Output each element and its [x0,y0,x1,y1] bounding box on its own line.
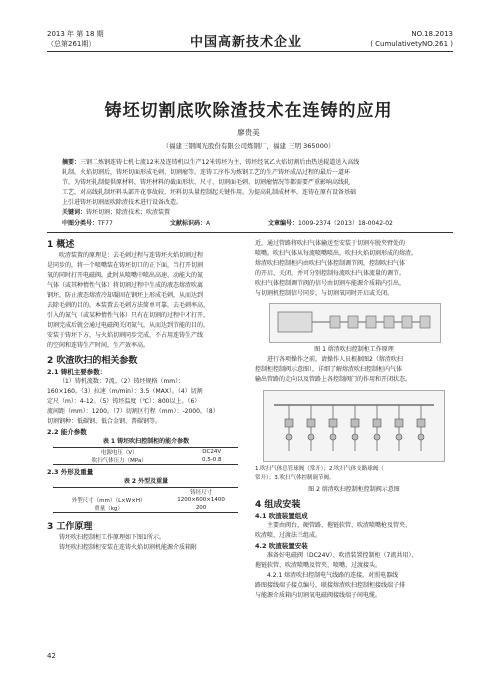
table-cell: 重量（kg） [53,504,164,513]
figure-2-diagram [264,391,444,461]
table-cell: 外型尺寸（mm）（L×W×H） [71,498,146,504]
article-no: 文章编号：1009-2374（2013）18-0042-02 [268,220,393,227]
affiliation: （福建三钢闽光股份有限公司炼钢厂，福建 三明 365000） [162,142,335,150]
figure-2 [263,390,445,462]
table-cell: 0.5-0.8 [185,456,238,465]
section-2-3-title: 2.3 外形及重量 [47,468,94,476]
abstract-line: 工艺，对高线轧制坯料头部开花事故较、坯料切头量控制起关键作用。为提高轧制成材率，连铸在原有设备基础 [62,189,357,196]
right-column [255,239,453,601]
figure-1-diagram [270,304,440,342]
section-4-2-title: 4.2 吹渣装置安装 [255,542,308,550]
section-4-title: 4 组成安装 [255,500,301,510]
article-title: 铸坯切割底吹除渣技术在连铸的应用 [104,101,393,121]
figure-2-legend: 1.吹扫气体总管球阀（常开）；2.吹扫气体支路球阀（ 常开）；3.吹扫气体控制调节阀。 [255,466,384,481]
figure-1-caption: 图 1 熔渣吹扫控制柜工作原理 [314,346,394,353]
table-1-caption: 表 1 铸坯吹扫控制柜的能介参数 [102,438,190,445]
doc-code: 文献标识码：A [170,220,211,227]
abstract [62,158,442,218]
issue-line: 2013 年 第 18 期 [47,30,104,38]
abstract-line: 上引进铸坯切割底吹除渣技术进行设备改造。 [62,199,183,206]
abstract-rule [47,232,453,233]
header-rule [47,51,453,52]
table-2-caption: 表 2 外型及重量 [123,478,169,485]
table-1 [53,447,238,465]
table-cell: 吹扫气体压力（MPa） [53,456,185,465]
abstract-line: 节，为铸坯轧制提供原材料，铸坯材料的截面形状、尺寸、切割面毛刺、切割瘤情况等都需要严重影响高线轧 [62,179,351,186]
figure-1 [269,303,441,343]
table-cell: 200 [164,504,238,513]
section-2-1-body: （1）铸机流数：7流。（2）铸坯规格（mm）： 160×160。（3）拉速（m/min）：3.5（MAX）。（4）切割 定尺（m）：4-12。（5）铸坯温度（℃）：800以上。（6） 流间距（mm）：1200。（7）切割区行程（mm）：-2000。（8） 切割钢种：低碳钢、低合金钢、普碳钢等。 [47,378,219,425]
right-mid: 进行各项操作之前，请操作人员根据图2（熔渣吹扫 控制柜控制阀示意图），详细了解熔渣吹扫控制柜内气体 输出管路的走向以及管路上各控制阀门的作用和开闭状态。 [255,356,412,383]
table-header: 铸坯尺寸 [164,488,238,497]
section-4-2-body: 准备好电磁阀（DC24V）、吹渣装置控制柜（7流共用）、 拖链软管、吹渣喷嘴及管夹、喷嘴、过渡接头。 4.2.1 熔渣吹扫控制电气线路的连接。对照电器线 路图接线端子接点编号，联接熔渣吹扫控制柜接线端子排 与能源介质箱内切割氧电磁阀接线端子间电缆。 [255,552,418,599]
section-3-body: 铸坯吹扫控制柜工作原理如下图1所示。 铸坯吹扫控制柜安装在连铸火焰切割机能源介质箱附 [59,534,198,551]
page-number: 42 [47,652,56,660]
right-intro: 近，通过管路将吹扫气体输送至安装于切割车脱夹臂处的 喷嘴。吹扫气体从每流喷嘴喷出，吹扫火焰切割形成的熔渣。 熔渣吹扫控制柜内由吹扫气体控制调节阀，控制吹扫气体 的开启、关闭，并可分别控制每流吹扫气体流量的调节。 吹扫气体控制调节阀的信号由切割车能源介质箱内引出， 与切割机控制信号同步，与切割氧同时开启或关闭。 [255,240,418,297]
keywords: 关键词：铸坯切割；除渣技术；吹渣装置 [62,209,171,216]
issue-total: （总第261期） [47,40,96,48]
author: 廖贵美 [237,128,260,137]
table-cell: DC24V [185,448,238,457]
left-column [47,239,245,553]
table-2 [53,487,238,513]
section-2-title: 2 吹渣吹扫的相关参数 [47,356,138,366]
section-2-1-title: 2.1 铸机主要参数： [47,368,107,376]
section-2-2-title: 2.2 能介参数 [47,428,87,436]
figure-2-caption: 图 2 熔渣吹扫控制柜控制阀示意图 [308,486,400,493]
table-cell: 电源电压（V） [53,448,185,457]
table-cell: 1200×600×1400 [177,497,225,503]
section-3-title: 3 工作原理 [47,522,93,532]
journal-logo: 中国高新技术企业 [190,35,303,50]
abstract-line: 轧制。火焰切割后，铸坯切面形成毛刺、切割瘤等。连铸工序作为炼钢工艺的生产铸坯成品过程的最后一道环 [62,169,351,176]
section-4-1-title: 4.1 吹渣装置组成 [255,512,308,520]
section-1-body: 吹渣装置的原理是：去毛刺过程与连铸坯火焰切割过程 是同步的，将一个喷嘴装在铸坯切口的正下面，当打开切割 氧的同时打开电磁阀，此时从喷嘴中喷出高速、动能大的氮 气体（或其种惰性气体）将切割过程中生成的液态熔渣吹离 钢坯，防止液态熔渣冷却凝固在钢坯上形成毛刺，从而达到 去除毛刺的目的。本装置去毛刺方法简单可靠，去毛刺率高， 引入的氮气（或某种惰性气体）只有在切割的过程中才打开， 切割完成后就会通过电磁阀关闭氮气，从而达到节能的目的。 安装于铸坯下方，与火焰切割同步完成，不占用连铸生产线 的空间和连铸生产时间，生产效率高。 [47,252,210,349]
clc: 中图分类号：TF77 [62,220,113,227]
issue-no: NO.18.2013 [411,30,453,38]
section-1-title: 1 概述 [47,240,75,250]
cumulative-no: ( CumulativetyNO.261 ) [370,40,453,48]
abstract-line: 摘要：三钢二炼钢连铸七机七流12米及连铸机以生产12米铸坯为主，铸坯经氧乙火焰切割后由热送辊道送入高线 [62,159,360,166]
section-4-1-body: 主要由阀台、硬管路、拖链软管、吹渣喷嘴枪及管夹、 吹渣喷、过渡法兰组成。 [255,522,412,539]
